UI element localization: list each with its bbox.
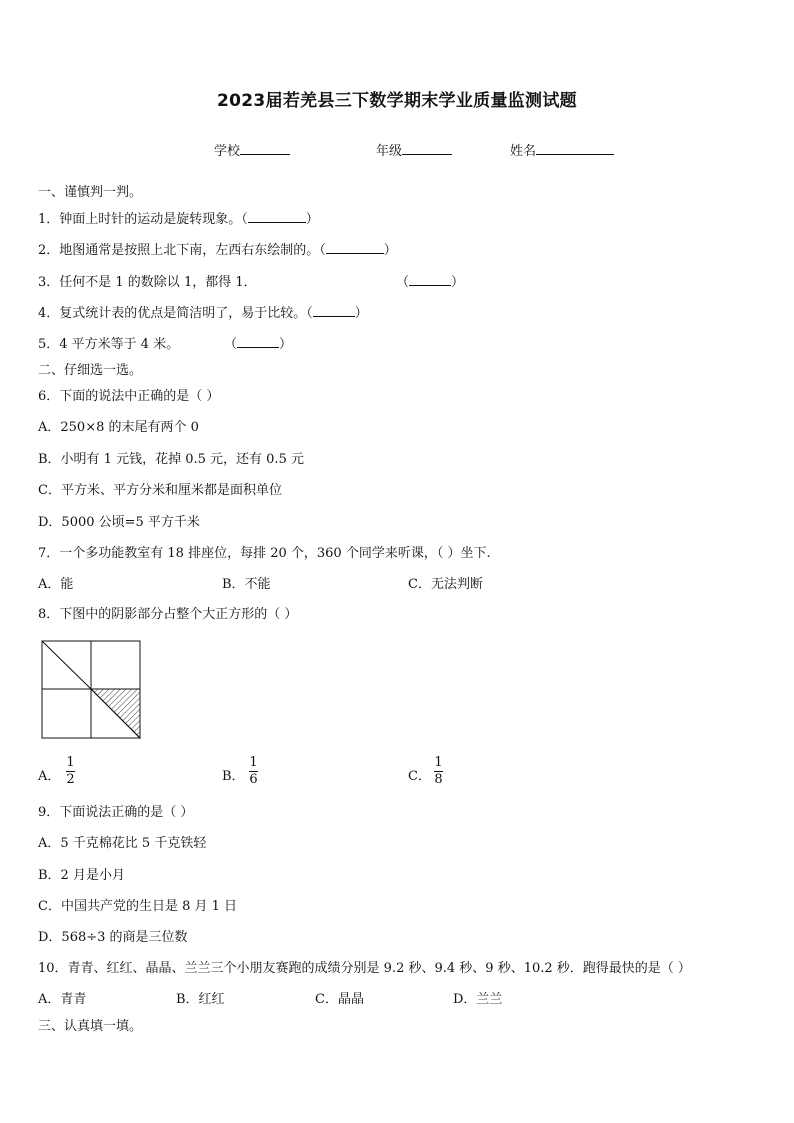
question-9-option-c[interactable]: C．中国共产党的生日是 8 月 1 日 — [38, 899, 238, 914]
fraction-one-sixth: 1 6 — [249, 755, 258, 787]
question-8-option-a[interactable]: A． — [38, 769, 61, 784]
school-field[interactable] — [214, 140, 290, 159]
question-10-option-d[interactable]: D．兰兰 — [453, 992, 503, 1007]
question-10-option-a[interactable]: A．青青 — [38, 992, 87, 1007]
question-8-option-c[interactable]: C． — [408, 769, 431, 784]
answer-blank-2[interactable] — [326, 241, 384, 254]
grade-label: 年级 — [376, 144, 403, 159]
question-10-stem: 10．青青、红红、晶晶、兰兰三个小朋友赛跑的成绩分别是 9.2 秒、9.4 秒、9 秒、10.2 秒．跑得最快的是（ ） — [38, 961, 691, 976]
question-7-option-c[interactable]: C．无法判断 — [408, 577, 483, 592]
question-9-option-d[interactable]: D．568÷3 的商是三位数 — [38, 930, 188, 945]
question-3: 3．任何不是 1 的数除以 1，都得 1． — [38, 275, 257, 290]
question-7-option-a[interactable]: A．能 — [38, 577, 74, 592]
top-left-diagonal — [42, 641, 91, 689]
question-3-answer: （ ） — [396, 275, 465, 290]
question-9-option-a[interactable]: A．5 千克棉花比 5 千克铁轻 — [38, 836, 207, 851]
page-title: 2023届若羌县三下数学期末学业质量监测试题 — [217, 91, 577, 111]
question-6-option-a[interactable]: A．250×8 的末尾有两个 0 — [38, 420, 199, 435]
grade-field[interactable] — [376, 140, 452, 159]
question-5-answer: （ ） — [224, 337, 293, 352]
question-10-option-b[interactable]: B．红红 — [176, 992, 225, 1007]
grade-blank[interactable] — [402, 142, 452, 155]
question-8-option-b[interactable]: B． — [222, 769, 245, 784]
question-6-option-d[interactable]: D．5000 公顷=5 平方千米 — [38, 515, 200, 530]
question-1: 1．钟面上时针的运动是旋转现象。（ ） — [38, 212, 319, 227]
fraction-one-eighth: 1 8 — [434, 755, 443, 787]
question-6-stem: 6．下面的说法中正确的是（ ） — [38, 389, 220, 404]
section2-heading: 二、仔细选一选。 — [38, 363, 143, 378]
answer-blank-5[interactable] — [237, 335, 279, 348]
shaded-triangle — [91, 689, 140, 738]
name-blank[interactable] — [536, 142, 614, 155]
section3-heading: 三、认真填一填。 — [38, 1019, 143, 1034]
question-7-option-b[interactable]: B．不能 — [222, 577, 271, 592]
square-figure — [40, 639, 144, 741]
answer-blank-3[interactable] — [409, 273, 451, 286]
question-2: 2．地图通常是按照上北下南，左西右东绘制的。（ ） — [38, 243, 397, 258]
question-7-stem: 7．一个多功能教室有 18 排座位，每排 20 个，360 个同学来听课，（ ）坐下. — [38, 546, 491, 561]
question-5: 5．4 平方米等于 4 米。 — [38, 337, 180, 352]
question-6-option-b[interactable]: B．小明有 1 元钱，花掉 0.5 元，还有 0.5 元 — [38, 452, 304, 467]
question-9-stem: 9．下面说法正确的是（ ） — [38, 805, 194, 820]
name-field[interactable] — [510, 140, 614, 159]
question-10-option-c[interactable]: C．晶晶 — [315, 992, 364, 1007]
question-6-option-c[interactable]: C．平方米、平方分米和厘米都是面积单位 — [38, 483, 282, 498]
section1-heading: 一、谨慎判一判。 — [38, 185, 143, 200]
school-label: 学校 — [214, 144, 241, 159]
question-4: 4．复式统计表的优点是简洁明了，易于比较。（ ） — [38, 306, 368, 321]
answer-blank-1[interactable] — [248, 210, 306, 223]
question-9-option-b[interactable]: B．2 月是小月 — [38, 868, 125, 883]
fraction-one-half: 1 2 — [66, 755, 75, 787]
question-8-stem: 8．下图中的阴影部分占整个大正方形的（ ） — [38, 607, 298, 622]
answer-blank-4[interactable] — [313, 304, 355, 317]
name-label: 姓名 — [510, 144, 537, 159]
school-blank[interactable] — [240, 142, 290, 155]
